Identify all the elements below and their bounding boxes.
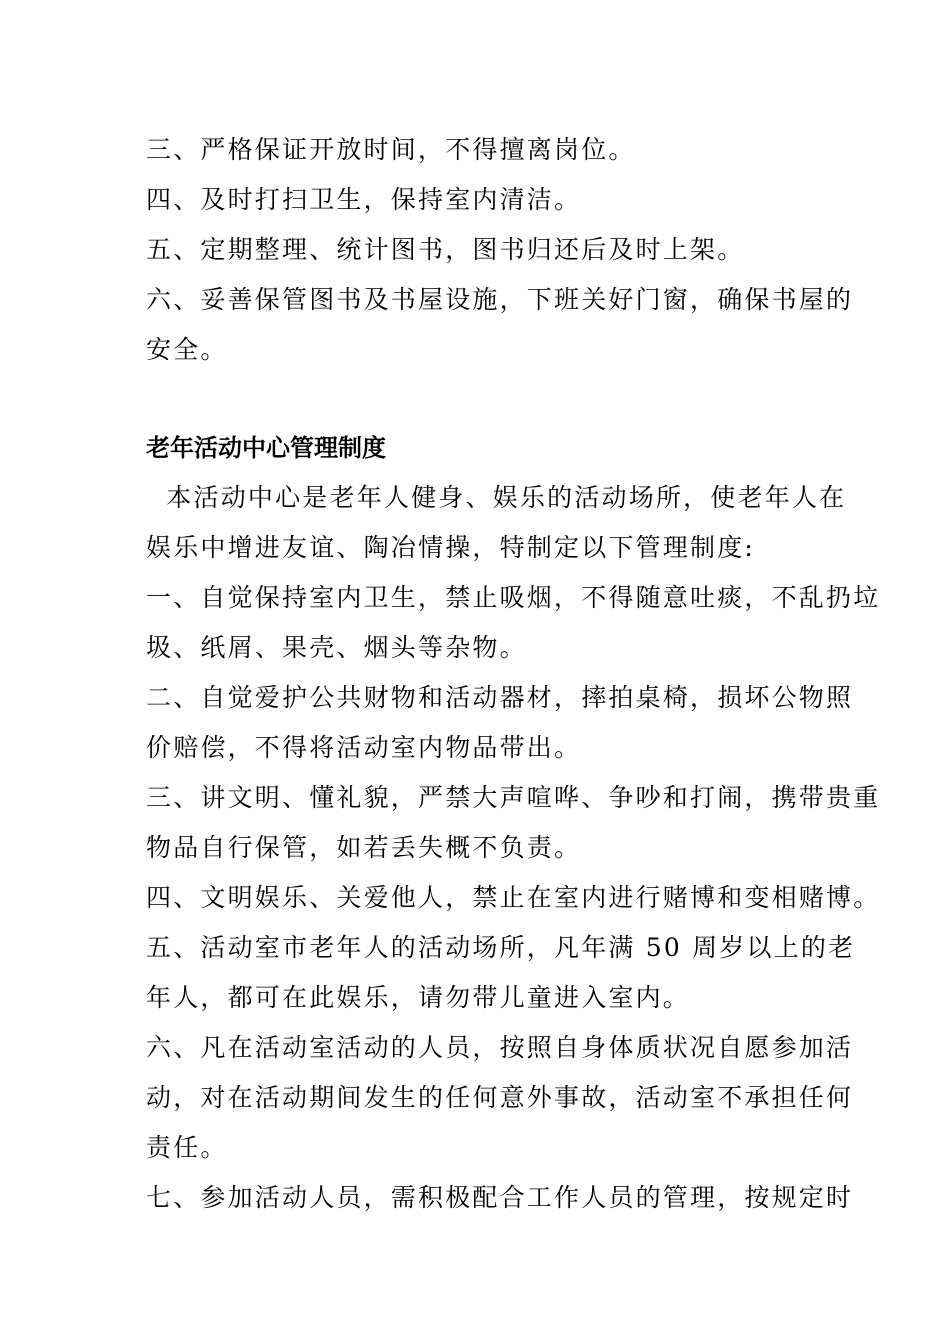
text-line: 二、自觉爱护公共财物和活动器材，摔拍桌椅，损坏公物照: [146, 683, 854, 712]
text-line: 安全。: [146, 335, 228, 364]
text-line: 一、自觉保持室内卫生，禁止吸烟，不得随意吐痰，不乱扔垃: [146, 583, 881, 612]
text-line: 本活动中心是老年人健身、娱乐的活动场所，使老年人在: [146, 483, 847, 512]
text-line: 三、严格保证开放时间，不得擅离岗位。: [146, 135, 636, 164]
text-line: 五、定期整理、统计图书，图书归还后及时上架。: [146, 235, 745, 264]
text-line: 三、讲文明、懂礼貌，严禁大声喧哗、争吵和打闹，携带贵重: [146, 783, 881, 812]
text-line: 六、妥善保管图书及书屋设施，下班关好门窗，确保书屋的: [146, 285, 854, 314]
text-line: 圾、纸屑、果壳、烟头等杂物。: [146, 633, 527, 662]
text-line: 年人，都可在此娱乐，请勿带儿童进入室内。: [146, 983, 691, 1012]
text-line: 责任。: [146, 1133, 228, 1162]
text-line: 娱乐中增进友谊、陶冶情操，特制定以下管理制度:: [146, 533, 756, 562]
text-line: 价赔偿，不得将活动室内物品带出。: [146, 733, 582, 762]
text-line: 七、参加活动人员，需积极配合工作人员的管理，按规定时: [146, 1183, 854, 1212]
text-line: 四、文明娱乐、关爱他人，禁止在室内进行赌博和变相赌博。: [146, 883, 881, 912]
section-title: 老年活动中心管理制度: [146, 434, 386, 462]
text-line: 物品自行保管，如若丢失概不负责。: [146, 833, 582, 862]
text-line: 动，对在活动期间发生的任何意外事故，活动室不承担任何: [146, 1083, 854, 1112]
text-line: 五、活动室市老年人的活动场所，凡年满 50 周岁以上的老: [146, 933, 856, 962]
text-line: 四、及时打扫卫生，保持室内清洁。: [146, 185, 582, 214]
text-line: 六、凡在活动室活动的人员，按照自身体质状况自愿参加活: [146, 1033, 854, 1062]
